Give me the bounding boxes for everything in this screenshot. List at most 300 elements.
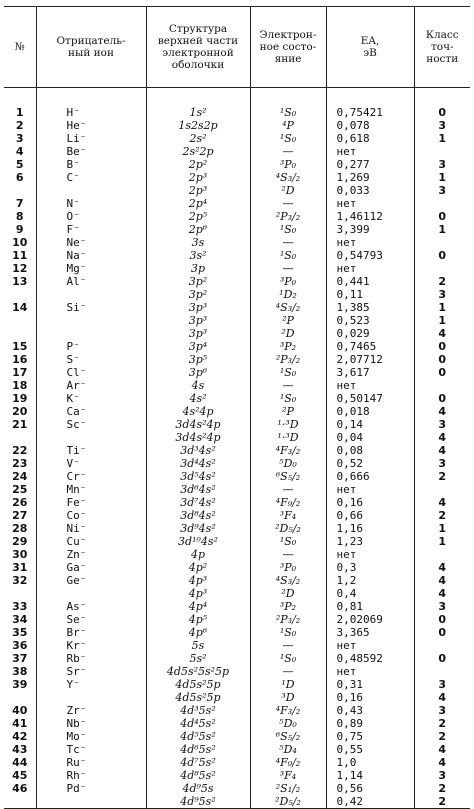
table-row — [4, 782, 470, 795]
row-number: 21 — [12, 418, 28, 431]
ion-name: V⁻ — [36, 457, 146, 470]
row-number: 18 — [12, 379, 28, 392]
ea-value: 1,269 — [326, 171, 414, 184]
electron-state: ¹S₀ — [250, 535, 326, 548]
ion-name: K⁻ — [36, 392, 146, 405]
ion-name: Al⁻ — [36, 275, 146, 288]
ion-name: Si⁻ — [36, 301, 146, 314]
ion-name: Tc⁻ — [36, 743, 146, 756]
electron-config: 3p² — [146, 275, 250, 288]
ea-value: 0,54793 — [326, 249, 414, 262]
electron-state: ²D — [250, 587, 326, 600]
accuracy-class: 1 — [414, 301, 470, 314]
electron-state: ⁴F₃/₂ — [250, 444, 326, 457]
electron-state: ¹S₀ — [250, 132, 326, 145]
electron-state: ¹S₀ — [250, 223, 326, 236]
accuracy-class: 4 — [414, 743, 470, 756]
electron-config: 2p³ — [146, 171, 250, 184]
ion-name: Br⁻ — [36, 626, 146, 639]
row-number: 26 — [12, 496, 28, 509]
table-row — [4, 288, 470, 301]
accuracy-class: 3 — [414, 119, 470, 132]
table-row — [4, 613, 470, 626]
electron-config: 4s² — [146, 392, 250, 405]
accuracy-class: 3 — [414, 769, 470, 782]
ea-value: 0,277 — [326, 158, 414, 171]
ea-value: 0,3 — [326, 561, 414, 574]
ea-value: 0,7465 — [326, 340, 414, 353]
table-row — [4, 262, 470, 275]
table-row — [4, 795, 470, 809]
table-row — [4, 418, 470, 431]
accuracy-class: 2 — [414, 275, 470, 288]
electron-state: ¹S₀ — [250, 626, 326, 639]
row-number: 6 — [15, 171, 24, 184]
electron-state: ⁴F₉/₂ — [250, 756, 326, 769]
electron-config: 2p² — [146, 158, 250, 171]
ea-value: 1,2 — [326, 574, 414, 587]
row-number: 23 — [12, 457, 28, 470]
row-number: 4 — [15, 145, 24, 158]
accuracy-class: 4 — [414, 496, 470, 509]
table-row — [4, 184, 470, 197]
table-row — [4, 314, 470, 327]
ion-name: Nb⁻ — [36, 717, 146, 730]
ea-value: 0,81 — [326, 600, 414, 613]
ea-value: нет — [326, 379, 414, 392]
ea-value: 0,08 — [326, 444, 414, 457]
ea-value: 0,018 — [326, 405, 414, 418]
ea-value: 0,16 — [326, 496, 414, 509]
electron-config: 4d5s²5s²5p — [146, 665, 250, 678]
electron-config: 4d⁴5s² — [146, 717, 250, 730]
ion-name: P⁻ — [36, 340, 146, 353]
row-number — [4, 691, 36, 704]
accuracy-class — [414, 88, 470, 107]
ion-name: Kr⁻ — [36, 639, 146, 652]
electron-state: ²D — [250, 327, 326, 340]
electron-config: 3p⁵ — [146, 353, 250, 366]
ea-value: 0,50147 — [326, 392, 414, 405]
accuracy-class: 0 — [414, 626, 470, 639]
electron-state: — — [250, 379, 326, 392]
accuracy-class: 4 — [414, 756, 470, 769]
row-number: 10 — [12, 236, 28, 249]
row-number: 27 — [12, 509, 28, 522]
row-number: 34 — [12, 613, 28, 626]
electron-config: 3p⁶ — [146, 366, 250, 379]
ion-name: C⁻ — [36, 171, 146, 184]
table-row — [4, 470, 470, 483]
electron-config: 4d⁹5s² — [146, 795, 250, 809]
ion-name: He⁻ — [36, 119, 146, 132]
electron-state: — — [250, 145, 326, 158]
electron-config: 3s² — [146, 249, 250, 262]
ion-name: Ar⁻ — [36, 379, 146, 392]
table-row — [4, 236, 470, 249]
row-number: 41 — [12, 717, 28, 730]
ea-value: нет — [326, 197, 414, 210]
electron-config: 4d5s²5p — [146, 678, 250, 691]
accuracy-class — [414, 379, 470, 392]
table-row — [4, 587, 470, 600]
accuracy-class — [414, 236, 470, 249]
table-row — [4, 249, 470, 262]
electron-config — [146, 88, 250, 107]
row-number: 11 — [12, 249, 28, 262]
ion-name — [36, 795, 146, 809]
table-row — [4, 119, 470, 132]
ea-value: 0,441 — [326, 275, 414, 288]
electron-config: 4p⁶ — [146, 626, 250, 639]
ea-value: нет — [326, 639, 414, 652]
electron-state: ⁶S₅/₂ — [250, 470, 326, 483]
electron-state — [250, 88, 326, 107]
ea-value: 0,078 — [326, 119, 414, 132]
table-row — [4, 431, 470, 444]
ea-value: 3,399 — [326, 223, 414, 236]
accuracy-class: 0 — [414, 392, 470, 405]
table-row — [4, 522, 470, 535]
row-number: 44 — [12, 756, 28, 769]
ion-name: Y⁻ — [36, 678, 146, 691]
ea-value: 0,55 — [326, 743, 414, 756]
table-row — [4, 639, 470, 652]
ion-name: Se⁻ — [36, 613, 146, 626]
table-row — [4, 327, 470, 340]
ion-name: Co⁻ — [36, 509, 146, 522]
table-row — [4, 301, 470, 314]
accuracy-class — [414, 145, 470, 158]
electron-state: ¹S₀ — [250, 366, 326, 379]
electron-config: 3d⁵4s² — [146, 470, 250, 483]
accuracy-class: 4 — [414, 574, 470, 587]
ion-name: N⁻ — [36, 197, 146, 210]
table-header-row — [4, 7, 470, 88]
electron-state: ⁴F₃/₂ — [250, 704, 326, 717]
electron-config: 3d4s²4p — [146, 418, 250, 431]
electron-config: 3p² — [146, 288, 250, 301]
table-row — [4, 197, 470, 210]
accuracy-class: 4 — [414, 444, 470, 457]
ion-name: F⁻ — [36, 223, 146, 236]
accuracy-class: 3 — [414, 457, 470, 470]
row-number: 3 — [15, 132, 24, 145]
ea-value: 0,75421 — [326, 106, 414, 119]
electron-state: — — [250, 483, 326, 496]
ion-name: Cr⁻ — [36, 470, 146, 483]
ea-value: 1,385 — [326, 301, 414, 314]
row-number — [4, 431, 36, 444]
electron-config: 3d¹⁰4s² — [146, 535, 250, 548]
electron-state: ³F₄ — [250, 509, 326, 522]
electron-config: 2p⁴ — [146, 197, 250, 210]
electron-config: 2p⁵ — [146, 210, 250, 223]
table-row — [4, 444, 470, 457]
electron-state: ⁴S₃/₂ — [250, 574, 326, 587]
electron-config: 1s² — [146, 106, 250, 119]
ea-value: 1,14 — [326, 769, 414, 782]
electron-config: 3d⁶4s² — [146, 483, 250, 496]
accuracy-class: 4 — [414, 405, 470, 418]
electron-state: ²S₁/₂ — [250, 782, 326, 795]
row-number: 19 — [12, 392, 28, 405]
row-number: 40 — [12, 704, 28, 717]
ea-value — [326, 88, 414, 107]
table-row — [4, 392, 470, 405]
electron-state: — — [250, 639, 326, 652]
electron-config: 4d⁸5s² — [146, 769, 250, 782]
ea-value: 0,618 — [326, 132, 414, 145]
table-row — [4, 535, 470, 548]
row-number: 35 — [12, 626, 28, 639]
electron-state: — — [250, 548, 326, 561]
electron-config: 5s² — [146, 652, 250, 665]
electron-state: ¹S₀ — [250, 249, 326, 262]
electron-config: 4p³ — [146, 587, 250, 600]
row-number — [4, 795, 36, 809]
table-row — [4, 132, 470, 145]
ion-name: Cl⁻ — [36, 366, 146, 379]
ion-name: Na⁻ — [36, 249, 146, 262]
ea-value: 0,04 — [326, 431, 414, 444]
table-row — [4, 717, 470, 730]
table-row — [4, 756, 470, 769]
accuracy-class — [414, 197, 470, 210]
ion-name: O⁻ — [36, 210, 146, 223]
electron-config: 3d4s²4p — [146, 431, 250, 444]
ion-name: Sr⁻ — [36, 665, 146, 678]
accuracy-class: 0 — [414, 353, 470, 366]
row-number: 39 — [12, 678, 28, 691]
ea-value: 0,31 — [326, 678, 414, 691]
row-number: 2 — [15, 119, 24, 132]
ea-value: 3,617 — [326, 366, 414, 379]
electron-config: 2s²2p — [146, 145, 250, 158]
electron-state: — — [250, 236, 326, 249]
header-state: Электрон- ное состо- яние — [250, 7, 326, 88]
table-row — [4, 457, 470, 470]
accuracy-class: 3 — [414, 704, 470, 717]
row-number: 46 — [12, 782, 28, 795]
row-number: 15 — [12, 340, 28, 353]
electron-state: ¹D₂ — [250, 288, 326, 301]
accuracy-class: 1 — [414, 132, 470, 145]
ion-name: H⁻ — [36, 106, 146, 119]
electron-state: ⁴S₃/₂ — [250, 301, 326, 314]
table-row — [4, 275, 470, 288]
ea-value: 2,07712 — [326, 353, 414, 366]
electron-config: 4p⁵ — [146, 613, 250, 626]
table-row — [4, 600, 470, 613]
electron-state: ²D₅/₂ — [250, 522, 326, 535]
row-number: 7 — [15, 197, 24, 210]
ion-name: Ca⁻ — [36, 405, 146, 418]
electron-state: ³P₀ — [250, 275, 326, 288]
electron-state: ³D — [250, 691, 326, 704]
ion-name: B⁻ — [36, 158, 146, 171]
electron-state: ¹·³D — [250, 418, 326, 431]
table-row — [4, 340, 470, 353]
table-row — [4, 483, 470, 496]
row-number: 1 — [15, 106, 24, 119]
accuracy-class: 0 — [414, 106, 470, 119]
row-number: 28 — [12, 522, 28, 535]
ion-name: Fe⁻ — [36, 496, 146, 509]
row-number: 36 — [12, 639, 28, 652]
electron-state: ⁴F₉/₂ — [250, 496, 326, 509]
accuracy-class — [414, 665, 470, 678]
electron-state: ²P₃/₂ — [250, 353, 326, 366]
electron-config: 3p⁴ — [146, 340, 250, 353]
accuracy-class: 3 — [414, 158, 470, 171]
accuracy-class — [414, 639, 470, 652]
accuracy-class: 3 — [414, 678, 470, 691]
electron-state: ⁵D₀ — [250, 717, 326, 730]
ea-value: 1,23 — [326, 535, 414, 548]
table-row — [4, 574, 470, 587]
ion-name: Mn⁻ — [36, 483, 146, 496]
accuracy-class: 4 — [414, 561, 470, 574]
accuracy-class: 0 — [414, 340, 470, 353]
electron-config: 3p³ — [146, 314, 250, 327]
ea-value: 0,033 — [326, 184, 414, 197]
ea-value: 0,4 — [326, 587, 414, 600]
electron-config: 4d5s²5p — [146, 691, 250, 704]
ion-name — [36, 314, 146, 327]
row-number: 38 — [12, 665, 28, 678]
header-ea: EA, эВ — [326, 7, 414, 88]
row-number — [4, 288, 36, 301]
electron-affinity-table — [4, 6, 470, 809]
ion-name: Rh⁻ — [36, 769, 146, 782]
ea-value: 0,89 — [326, 717, 414, 730]
table-row — [4, 509, 470, 522]
header-number: № — [4, 7, 36, 88]
electron-state: ³P₀ — [250, 561, 326, 574]
accuracy-class: 2 — [414, 509, 470, 522]
electron-state: ²P₃/₂ — [250, 210, 326, 223]
ion-name — [36, 587, 146, 600]
accuracy-class: 1 — [414, 314, 470, 327]
row-number — [4, 184, 36, 197]
accuracy-class: 2 — [414, 470, 470, 483]
accuracy-class: 0 — [414, 652, 470, 665]
electron-state: ²P — [250, 405, 326, 418]
ion-name: Sc⁻ — [36, 418, 146, 431]
row-number — [4, 327, 36, 340]
accuracy-class: 3 — [414, 288, 470, 301]
electron-config: 5s — [146, 639, 250, 652]
electron-state: ⁵D₀ — [250, 457, 326, 470]
electron-config: 3d³4s² — [146, 444, 250, 457]
table-row — [4, 106, 470, 119]
table-row — [4, 88, 470, 107]
ion-name: Mg⁻ — [36, 262, 146, 275]
row-number: 45 — [12, 769, 28, 782]
electron-state: ²P₃/₂ — [250, 613, 326, 626]
accuracy-class: 2 — [414, 795, 470, 809]
ion-name: Ni⁻ — [36, 522, 146, 535]
accuracy-class: 3 — [414, 418, 470, 431]
ea-value: 0,16 — [326, 691, 414, 704]
electron-state: ¹·³D — [250, 431, 326, 444]
accuracy-class: 1 — [414, 522, 470, 535]
row-number — [4, 587, 36, 600]
electron-state: ²D — [250, 184, 326, 197]
electron-config: 3s — [146, 236, 250, 249]
header-ion: Отрицатель- ный ион — [36, 7, 146, 88]
table-row — [4, 379, 470, 392]
table-row — [4, 548, 470, 561]
electron-config: 3d⁸4s² — [146, 509, 250, 522]
ion-name — [36, 184, 146, 197]
accuracy-class: 1 — [414, 223, 470, 236]
table-row — [4, 678, 470, 691]
ea-value: 0,43 — [326, 704, 414, 717]
row-number — [4, 314, 36, 327]
ea-value: нет — [326, 236, 414, 249]
electron-state: ⁴S₃/₂ — [250, 171, 326, 184]
row-number — [4, 88, 36, 107]
ea-value: нет — [326, 262, 414, 275]
ion-name — [36, 327, 146, 340]
electron-state: ¹D — [250, 678, 326, 691]
electron-state: — — [250, 262, 326, 275]
electron-config: 4d⁵5s² — [146, 730, 250, 743]
ion-name — [36, 691, 146, 704]
table-row — [4, 691, 470, 704]
row-number: 8 — [15, 210, 24, 223]
header-accuracy: Класс точ- ности — [414, 7, 470, 88]
ion-name: Ge⁻ — [36, 574, 146, 587]
ion-name: Pd⁻ — [36, 782, 146, 795]
ea-value: 3,365 — [326, 626, 414, 639]
ion-name: Zn⁻ — [36, 548, 146, 561]
accuracy-class: 0 — [414, 210, 470, 223]
table-row — [4, 366, 470, 379]
row-number: 16 — [12, 353, 28, 366]
row-number: 24 — [12, 470, 28, 483]
accuracy-class — [414, 548, 470, 561]
electron-config: 3p — [146, 262, 250, 275]
electron-state: ²P — [250, 314, 326, 327]
row-number: 30 — [12, 548, 28, 561]
table-row — [4, 210, 470, 223]
electron-config: 3d⁷4s² — [146, 496, 250, 509]
row-number: 43 — [12, 743, 28, 756]
accuracy-class: 0 — [414, 613, 470, 626]
ion-name: Ti⁻ — [36, 444, 146, 457]
accuracy-class: 2 — [414, 730, 470, 743]
ea-value: 0,56 — [326, 782, 414, 795]
ea-value: 0,666 — [326, 470, 414, 483]
accuracy-class: 2 — [414, 782, 470, 795]
accuracy-class: 3 — [414, 184, 470, 197]
ion-name: Ru⁻ — [36, 756, 146, 769]
ea-value: нет — [326, 548, 414, 561]
electron-config: 2s² — [146, 132, 250, 145]
electron-config: 3d⁴4s² — [146, 457, 250, 470]
electron-state: — — [250, 665, 326, 678]
row-number: 37 — [12, 652, 28, 665]
ea-value: 0,523 — [326, 314, 414, 327]
electron-state: ⁵D₄ — [250, 743, 326, 756]
electron-state: ³P₀ — [250, 158, 326, 171]
row-number: 17 — [12, 366, 28, 379]
ea-value: 1,46112 — [326, 210, 414, 223]
ea-value: 0,52 — [326, 457, 414, 470]
